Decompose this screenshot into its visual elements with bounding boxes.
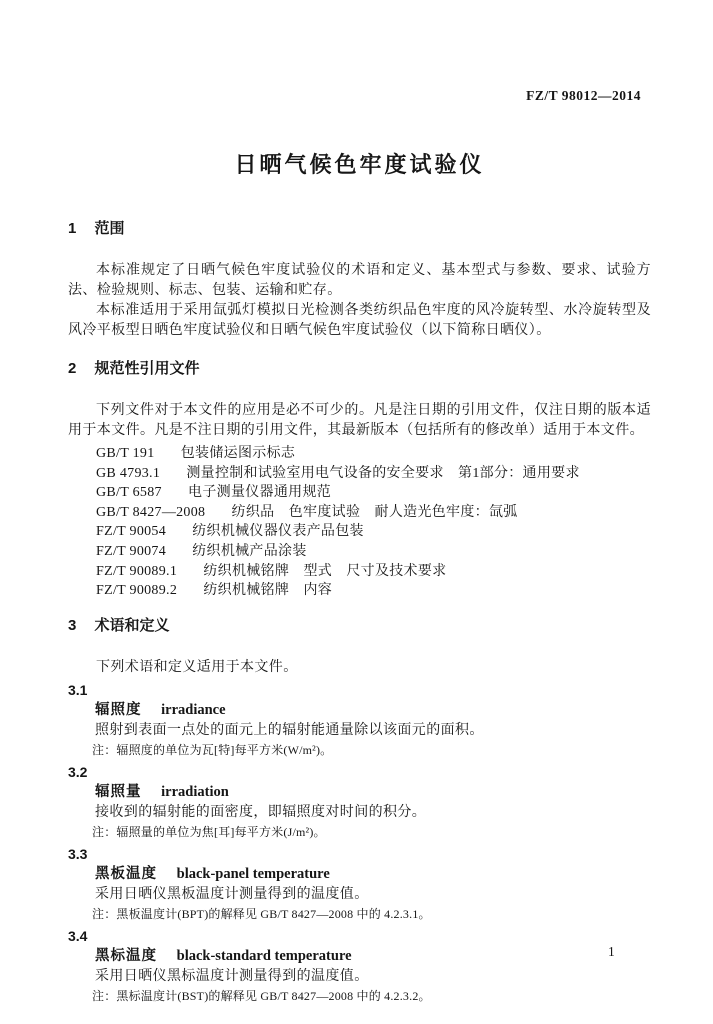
reference-title: 纺织机械仪器仪表产品包装 xyxy=(192,524,364,540)
reference-title: 包装储运图示标志 xyxy=(180,446,296,461)
term-definition: 照射到表面一点处的面元上的辐射能通量除以该面元的面积。 xyxy=(95,722,484,738)
reference-code: GB 4793.1 xyxy=(96,465,161,481)
doc-code: FZ/T 98012—2014 xyxy=(526,88,641,103)
term-block xyxy=(68,844,651,924)
reference-item xyxy=(96,581,651,601)
term-definition: 采用日晒仪黑标温度计测量得到的温度值。 xyxy=(95,968,369,984)
section-3-title: 术语和定义 xyxy=(94,616,170,634)
terms-and-definitions xyxy=(68,680,651,1006)
term-note: 注：辐照量的单位为焦[耳]每平方米(J/m²)。 xyxy=(92,824,326,839)
reference-title: 纺织机械铭牌 型式 尺寸及技术要求 xyxy=(203,563,447,579)
term-name-en: black-panel temperature xyxy=(176,865,330,882)
reference-title: 纺织品 色牢度试验 耐人造光色牢度：氙弧 xyxy=(231,504,518,520)
term-definition: 接收到的辐射能的面密度，即辐照度对时间的积分。 xyxy=(95,804,427,820)
term-heading xyxy=(68,700,651,721)
term-name-zh: 黑标温度 xyxy=(95,947,157,964)
term-name-zh: 辐照度 xyxy=(95,701,142,718)
reference-item xyxy=(96,503,651,523)
reference-item xyxy=(96,522,651,542)
reference-code: GB/T 8427—2008 xyxy=(96,504,206,520)
term-number: 3.3 xyxy=(68,845,88,862)
term-name-en: irradiance xyxy=(161,701,226,718)
page-number: 1 xyxy=(608,944,615,959)
reference-title: 测量控制和试验室用电气设备的安全要求 第1部分：通用要求 xyxy=(186,465,580,481)
reference-code: FZ/T 90089.1 xyxy=(96,563,178,579)
reference-title: 电子测量仪器通用规范 xyxy=(188,485,332,501)
reference-item xyxy=(96,562,651,582)
term-name-zh: 黑板温度 xyxy=(95,865,157,882)
section-2-title: 规范性引用文件 xyxy=(94,360,200,377)
reference-code: GB/T 6587 xyxy=(96,485,162,501)
term-heading xyxy=(68,782,651,803)
reference-code: FZ/T 90054 xyxy=(96,524,167,540)
section-1-title: 范围 xyxy=(94,220,125,237)
reference-title: 纺织机械产品涂装 xyxy=(192,543,307,559)
term-block xyxy=(68,762,651,842)
section-1-heading xyxy=(68,217,651,238)
term-definition: 采用日晒仪黑板温度计测量得到的温度值。 xyxy=(95,886,369,902)
section-1-number: 1 xyxy=(68,220,77,237)
reference-item xyxy=(96,542,651,562)
term-heading xyxy=(68,946,651,967)
reference-item xyxy=(96,444,651,464)
term-note: 注：黑标温度计(BST)的解释见 GB/T 8427—2008 中的 4.2.3.2。 xyxy=(92,988,431,1003)
term-number: 3.1 xyxy=(68,681,88,698)
reference-code: FZ/T 90089.2 xyxy=(96,583,178,599)
section-2-number: 2 xyxy=(68,360,77,377)
term-note: 注：辐照度的单位为瓦[特]每平方米(W/m²)。 xyxy=(92,742,333,757)
document-title: 日晒气候色牢度试验仪 xyxy=(234,152,485,177)
term-name-en: irradiation xyxy=(161,783,229,800)
reference-title: 纺织机械铭牌 内容 xyxy=(203,583,333,599)
reference-code: GB/T 191 xyxy=(96,446,155,461)
term-number: 3.4 xyxy=(68,927,88,944)
term-name-zh: 辐照量 xyxy=(95,783,142,800)
section-1-paragraph-2: 本标准适用于采用氙弧灯模拟日光检测各类纺织品色牢度的风冷旋转型、水冷旋转型及风冷平板型日晒色牢度试验仪和日晒气候色牢度试验仪（以下简称日晒仪）。 xyxy=(68,303,651,338)
term-name-en: black-standard temperature xyxy=(176,947,352,964)
reference-item xyxy=(96,464,651,484)
term-number: 3.2 xyxy=(68,763,88,780)
reference-list xyxy=(68,444,651,601)
section-2-heading xyxy=(68,357,651,378)
section-2-intro: 下列文件对于本文件的应用是必不可少的。凡是注日期的引用文件，仅注日期的版本适用于本文件。凡是不注日期的引用文件，其最新版本（包括所有的修改单）适用于本文件。 xyxy=(68,403,651,438)
term-block xyxy=(68,680,651,760)
reference-code: FZ/T 90074 xyxy=(96,543,167,559)
reference-item xyxy=(96,483,651,503)
section-3-intro: 下列术语和定义适用于本文件。 xyxy=(96,659,298,675)
term-block xyxy=(68,926,651,1006)
term-note: 注：黑板温度计(BPT)的解释见 GB/T 8427—2008 中的 4.2.3.1。 xyxy=(92,906,431,921)
section-1-paragraph-1: 本标准规定了日晒气候色牢度试验仪的术语和定义、基本型式与参数、要求、试验方法、检验规则、标志、包装、运输和贮存。 xyxy=(68,263,651,298)
section-3-heading xyxy=(68,614,651,635)
section-3-number: 3 xyxy=(68,616,77,634)
term-heading xyxy=(68,864,651,885)
